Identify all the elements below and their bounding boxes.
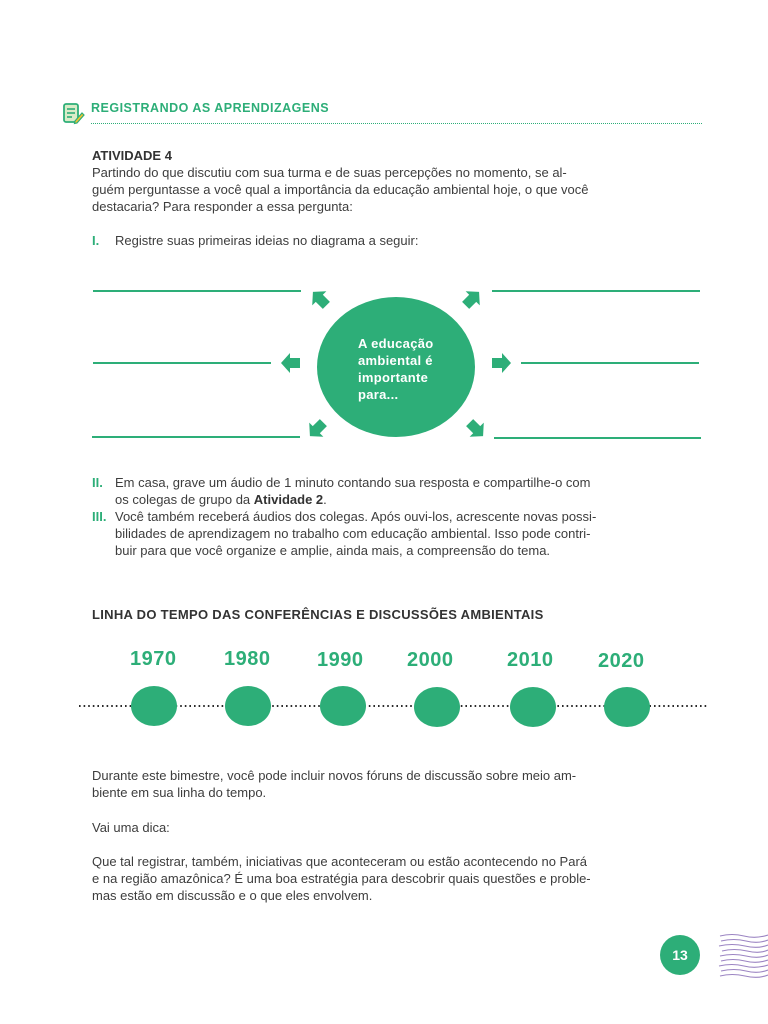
notebook-pencil-icon: [62, 100, 86, 126]
intro-line: Partindo do que discutiu com sua turma e de suas percepções no momento, se al-: [92, 165, 567, 180]
step-text: [115, 491, 712, 508]
section-header: [62, 100, 702, 126]
timeline-marker[interactable]: [131, 686, 177, 726]
intro-line: guém perguntasse a você qual a importância da educação ambiental hoje, o que você: [92, 182, 589, 197]
timeline-year: 2000: [407, 649, 454, 671]
diagram-center-text: [358, 335, 434, 403]
closing-paragraph-3: [92, 853, 712, 904]
step-1: [92, 232, 419, 249]
closing-line: mas estão em discussão e o que eles envolvem.: [92, 888, 373, 903]
activity-intro: [92, 164, 712, 215]
step-text-end: .: [323, 492, 327, 507]
step-text: bilidades de aprendizagem no trabalho com educação ambiental. Isso pode contri-: [115, 526, 591, 541]
arrow-icon: [492, 353, 511, 373]
timeline-marker[interactable]: [320, 686, 366, 726]
step-text-start: os colegas de grupo da: [115, 492, 254, 507]
activity-title: ATIVIDADE 4: [92, 148, 172, 163]
step-number: II.: [92, 475, 103, 490]
timeline-track: [0, 680, 768, 730]
closing-paragraph-2: Vai uma dica:: [92, 820, 170, 835]
center-line: importante: [358, 370, 429, 385]
closing-line: biente em sua linha do tempo.: [92, 785, 267, 800]
timeline-marker[interactable]: [510, 687, 556, 727]
timeline-marker[interactable]: [604, 687, 650, 727]
decorative-scribble-icon: [718, 932, 768, 978]
step-text: Você também receberá áudios dos colegas. Após ouvi-los, acrescente novas possi-: [115, 509, 597, 524]
step-2: [92, 474, 712, 508]
step-text: Em casa, grave um áudio de 1 minuto contando sua resposta e compartilhe-o com: [115, 475, 591, 490]
timeline-year: 1990: [317, 649, 364, 671]
closing-line: Durante este bimestre, você pode incluir novos fóruns de discussão sobre meio am-: [92, 768, 577, 783]
timeline-year: 1970: [130, 648, 177, 670]
section-divider: [91, 123, 702, 124]
timeline-title: LINHA DO TEMPO DAS CONFERÊNCIAS E DISCUSSÕES AMBIENTAIS: [92, 607, 544, 622]
closing-paragraph-1: [92, 767, 712, 801]
closing-line: Que tal registrar, também, iniciativas que aconteceram ou estão acontecendo no Pará: [92, 854, 588, 869]
arrow-icon: [459, 285, 487, 313]
center-line: para...: [358, 387, 399, 402]
step-number: I.: [92, 233, 100, 248]
arrow-icon: [463, 416, 491, 444]
step-3: [92, 508, 712, 559]
closing-line: e na região amazônica? É uma boa estratégia para descobrir quais questões e proble-: [92, 871, 591, 886]
timeline-year: 2020: [598, 650, 645, 672]
activity-reference: Atividade 2: [253, 492, 324, 507]
center-line: A educação: [358, 336, 434, 351]
center-line: ambiental é: [358, 353, 433, 368]
timeline-year: 1980: [224, 648, 271, 670]
section-title: REGISTRANDO AS APRENDIZAGENS: [91, 101, 330, 115]
timeline-year: 2010: [507, 649, 554, 671]
step-number: III.: [92, 509, 107, 524]
page-number: 13: [660, 935, 700, 975]
arrow-icon: [281, 353, 300, 373]
intro-line: destacaria? Para responder a essa pergunta:: [92, 199, 353, 214]
step-text: buir para que você organize e amplie, ainda mais, a compreensão do tema.: [115, 543, 551, 558]
arrow-icon: [306, 285, 334, 313]
step-text: Registre suas primeiras ideias no diagrama a seguir:: [115, 233, 419, 248]
timeline-marker[interactable]: [414, 687, 460, 727]
arrow-icon: [303, 416, 331, 444]
timeline-marker[interactable]: [225, 686, 271, 726]
